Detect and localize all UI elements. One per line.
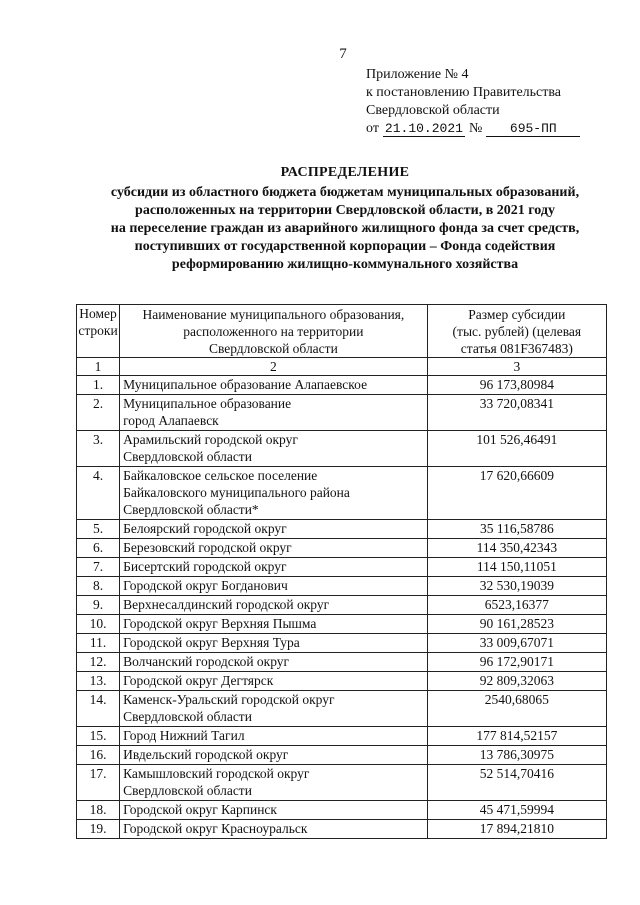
- row-number: 11.: [77, 634, 120, 653]
- appendix-date-line: [366, 120, 580, 138]
- header-text: (тыс. рублей) (целевая: [452, 324, 582, 339]
- municipality-name: [120, 801, 428, 820]
- table-row: [77, 653, 607, 672]
- municipality-name-line: Верхнесалдинский городской округ: [123, 597, 330, 612]
- header-municipality: [120, 305, 428, 358]
- header-row-number: [77, 305, 120, 358]
- subsidy-amount: 17 620,66609: [427, 467, 606, 520]
- table-body: [77, 376, 607, 839]
- heading-title: РАСПРЕДЕЛЕНИЕ: [280, 165, 410, 180]
- subsidy-amount: 90 161,28523: [427, 615, 606, 634]
- row-number: 14.: [77, 691, 120, 727]
- subsidy-amount: 33 720,08341: [427, 395, 606, 431]
- table-row: [77, 376, 607, 395]
- municipality-name: [120, 653, 428, 672]
- municipality-name-line: Каменск-Уральский городской округ: [123, 692, 335, 707]
- subsidy-amount: 32 530,19039: [427, 577, 606, 596]
- table-row: [77, 801, 607, 820]
- from-label: от: [366, 121, 379, 136]
- row-number: 10.: [77, 615, 120, 634]
- row-number: 7.: [77, 558, 120, 577]
- municipality-name-line: Городской округ Верхняя Тура: [123, 635, 300, 650]
- row-number: 3.: [77, 431, 120, 467]
- municipality-name: [120, 746, 428, 765]
- row-number: 8.: [77, 577, 120, 596]
- subsidy-amount: 45 471,59994: [427, 801, 606, 820]
- table-row: [77, 520, 607, 539]
- subsidy-amount: 13 786,30975: [427, 746, 606, 765]
- municipality-name-line: Городской округ Красноуральск: [123, 821, 308, 836]
- table-row: [77, 395, 607, 431]
- municipality-name-line: Ивдельский городской округ: [123, 747, 289, 762]
- heading-line-1: субсидии из областного бюджета бюджетам муниципальных образований,: [110, 185, 580, 200]
- header-text: Номер: [79, 306, 117, 321]
- header-text: Наименование муниципального образования,: [142, 307, 405, 322]
- municipality-name: [120, 691, 428, 727]
- column-index: 1: [77, 358, 120, 376]
- subsidy-table: [76, 304, 607, 839]
- subsidy-amount: 96 172,90171: [427, 653, 606, 672]
- column-index-row: [77, 358, 607, 376]
- municipality-name-line: Свердловской области: [123, 709, 252, 724]
- municipality-name-line: город Алапаевск: [123, 413, 219, 428]
- table-row: [77, 558, 607, 577]
- table-row: [77, 746, 607, 765]
- municipality-name-line: Городской округ Богданович: [123, 578, 288, 593]
- row-number: 19.: [77, 820, 120, 839]
- municipality-name: [120, 634, 428, 653]
- municipality-name: [120, 431, 428, 467]
- table-row: [77, 539, 607, 558]
- row-number: 5.: [77, 520, 120, 539]
- table-row: [77, 634, 607, 653]
- row-number: 16.: [77, 746, 120, 765]
- municipality-name-line: Белоярский городской округ: [123, 521, 287, 536]
- row-number: 13.: [77, 672, 120, 691]
- municipality-name-line: Городской округ Карпинск: [123, 802, 277, 817]
- row-number: 12.: [77, 653, 120, 672]
- municipality-name-line: Свердловской области: [123, 783, 252, 798]
- municipality-name: [120, 727, 428, 746]
- heading-line-3: на переселение граждан из аварийного жилищного фонда за счет средств,: [110, 221, 580, 236]
- municipality-name: [120, 596, 428, 615]
- column-index: 3: [427, 358, 606, 376]
- appendix-line-3: Свердловской области: [366, 103, 500, 118]
- header-text: строки: [78, 323, 118, 338]
- municipality-name: [120, 467, 428, 520]
- page-number: 7: [339, 46, 347, 62]
- table-row: [77, 577, 607, 596]
- municipality-name-line: Городской округ Верхняя Пышма: [123, 616, 317, 631]
- header-text: Свердловской области: [208, 341, 338, 356]
- municipality-name-line: Волчанский городской округ: [123, 654, 290, 669]
- subsidy-amount: 177 814,52157: [427, 727, 606, 746]
- column-index: 2: [120, 358, 428, 376]
- table-row: [77, 727, 607, 746]
- heading-line-4: поступивших от государственной корпорации – Фонда содействия: [134, 239, 556, 254]
- table-row: [77, 596, 607, 615]
- decree-number: 695-ПП: [486, 121, 580, 137]
- header-subsidy-amount: [427, 305, 606, 358]
- municipality-name-line: Камышловский городской округ: [123, 766, 310, 781]
- subsidy-amount: 17 894,21810: [427, 820, 606, 839]
- municipality-name-line: Березовский городской округ: [123, 540, 292, 555]
- table-header-row: [77, 305, 607, 358]
- row-number: 6.: [77, 539, 120, 558]
- municipality-name: [120, 672, 428, 691]
- number-label: №: [468, 121, 483, 136]
- table-row: [77, 431, 607, 467]
- municipality-name-line: Арамильский городской округ: [123, 432, 298, 447]
- municipality-name: [120, 615, 428, 634]
- decree-date: 21.10.2021: [384, 121, 463, 136]
- appendix-block: [366, 66, 580, 138]
- row-number: 18.: [77, 801, 120, 820]
- row-number: 1.: [77, 376, 120, 395]
- header-text: статья 081F367483): [460, 341, 573, 356]
- subsidy-amount: 101 526,46491: [427, 431, 606, 467]
- row-number: 9.: [77, 596, 120, 615]
- document-heading: [60, 164, 630, 274]
- row-number: 2.: [77, 395, 120, 431]
- municipality-name: [120, 577, 428, 596]
- table-row: [77, 672, 607, 691]
- table-row: [77, 615, 607, 634]
- header-text: Размер субсидии: [468, 307, 566, 322]
- municipality-name-line: Байкаловского муниципального района: [123, 485, 350, 500]
- subsidy-amount: 114 150,11051: [427, 558, 606, 577]
- municipality-name: [120, 820, 428, 839]
- subsidy-amount: 6523,16377: [427, 596, 606, 615]
- row-number: 17.: [77, 765, 120, 801]
- table-row: [77, 765, 607, 801]
- municipality-name: [120, 765, 428, 801]
- municipality-name: [120, 520, 428, 539]
- table-row: [77, 820, 607, 839]
- municipality-name: [120, 539, 428, 558]
- municipality-name: [120, 395, 428, 431]
- municipality-name-line: Муниципальное образование: [123, 396, 292, 411]
- appendix-line-1: Приложение № 4: [366, 67, 469, 82]
- municipality-name: [120, 376, 428, 395]
- table-row: [77, 467, 607, 520]
- municipality-name-line: Свердловской области: [123, 449, 252, 464]
- municipality-name-line: Свердловской области*: [123, 502, 259, 517]
- subsidy-amount: 92 809,32063: [427, 672, 606, 691]
- row-number: 4.: [77, 467, 120, 520]
- municipality-name: [120, 558, 428, 577]
- municipality-name-line: Город Нижний Тагил: [123, 728, 245, 743]
- municipality-name-line: Городской округ Дегтярск: [123, 673, 274, 688]
- row-number: 15.: [77, 727, 120, 746]
- table-row: [77, 691, 607, 727]
- municipality-name-line: Бисертский городской округ: [123, 559, 287, 574]
- subsidy-amount: 33 009,67071: [427, 634, 606, 653]
- appendix-line-2: к постановлению Правительства: [366, 85, 562, 100]
- heading-line-2: расположенных на территории Свердловской области, в 2021 году: [135, 203, 555, 218]
- subsidy-amount: 2540,68065: [427, 691, 606, 727]
- subsidy-amount: 96 173,80984: [427, 376, 606, 395]
- header-text: расположенного на территории: [183, 324, 364, 339]
- municipality-name-line: Байкаловское сельское поселение: [123, 468, 318, 483]
- subsidy-amount: 114 350,42343: [427, 539, 606, 558]
- subsidy-amount: 52 514,70416: [427, 765, 606, 801]
- heading-line-5: реформированию жилищно-коммунального хозяйства: [171, 257, 519, 272]
- municipality-name-line: Муниципальное образование Алапаевское: [123, 377, 368, 392]
- subsidy-amount: 35 116,58786: [427, 520, 606, 539]
